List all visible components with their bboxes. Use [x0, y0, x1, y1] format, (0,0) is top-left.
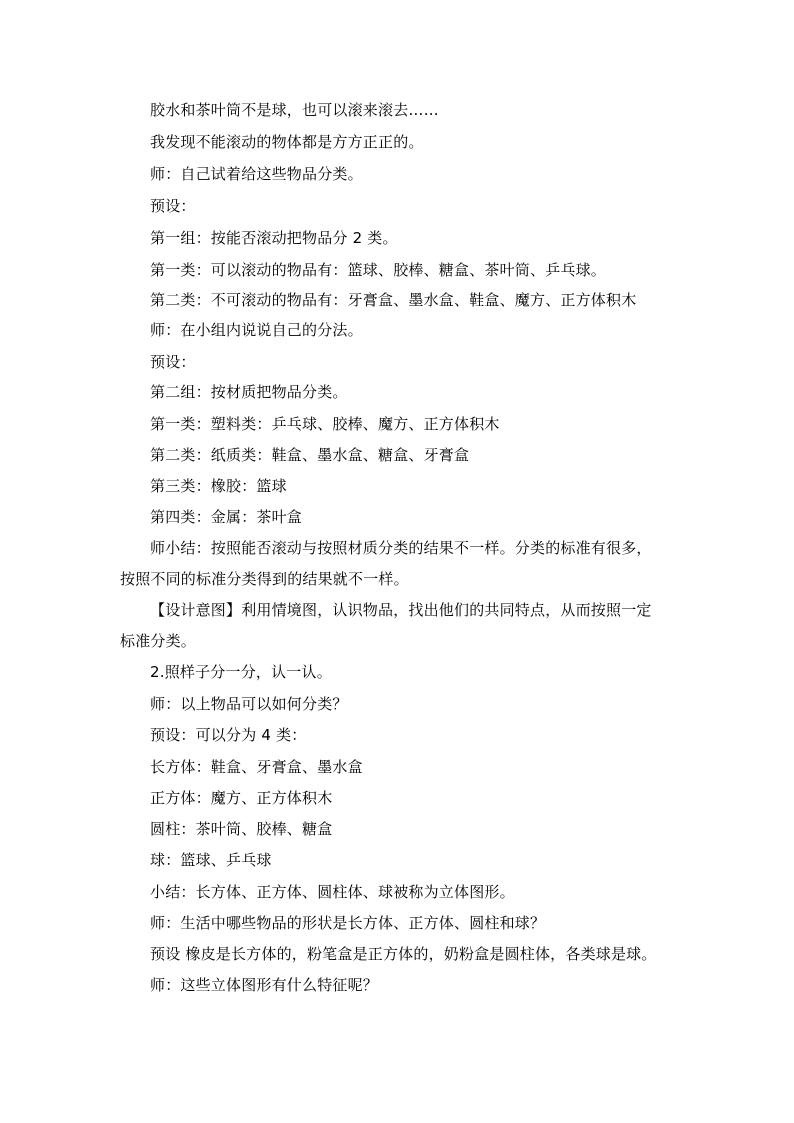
text-line: 师：生活中哪些物品的形状是长方体、正方体、圆柱和球？ — [150, 914, 546, 932]
text-line: 球：篮球、乒乓球 — [150, 851, 272, 869]
text-line: 师：这些立体图形有什么特征呢？ — [150, 976, 379, 994]
text-line: 第二类：不可滚动的物品有：牙膏盒、墨水盒、鞋盒、魔方、正方体积木 — [150, 291, 637, 309]
text-line: 小结：长方体、正方体、圆柱体、球被称为立体图形。 — [150, 883, 515, 901]
text-line: 第一组：按能否滚动把物品分 2 类。 — [150, 229, 398, 247]
text-line: 师：以上物品可以如何分类？ — [150, 695, 348, 713]
design-intent-line: 【设计意图】利用情境图，认识物品，找出他们的共同特点，从而按照一定 — [150, 601, 652, 619]
text-line: 标准分类。 — [120, 632, 197, 650]
text-line: 胶水和茶叶筒不是球，也可以滚来滚去…… — [150, 101, 439, 119]
text-line: 预设 橡皮是长方体的，粉笔盒是正方体的，奶粉盒是圆柱体，各类球是球。 — [150, 945, 657, 963]
text-line: 预设： — [150, 197, 196, 215]
text-line: 第二类：纸质类：鞋盒、墨水盒、糖盒、牙膏盒 — [150, 446, 470, 464]
text-line: 师：在小组内说说自己的分法。 — [150, 321, 363, 339]
text-line: 第一类：可以滚动的物品有：篮球、胶棒、糖盒、茶叶筒、乒乓球。 — [150, 261, 607, 279]
text-line: 预设： — [150, 353, 196, 371]
section-heading: 2.照样子分一分，认一认。 — [150, 663, 332, 681]
text-line: 长方体：鞋盒、牙膏盒、墨水盒 — [150, 758, 363, 776]
text-line: 第四类：金属：茶叶盒 — [150, 508, 303, 526]
text-line: 正方体：魔方、正方体积木 — [150, 789, 333, 807]
text-line: 我发现不能滚动的物体都是方方正正的。 — [150, 133, 424, 151]
text-line: 圆柱：茶叶筒、胶棒、糖盒 — [150, 820, 333, 838]
text-line: 师：自己试着给这些物品分类。 — [150, 165, 363, 183]
text-line: 第二组：按材质把物品分类。 — [150, 383, 348, 401]
text-line: 第一类：塑料类：乒乓球、胶棒、魔方、正方体积木 — [150, 415, 500, 433]
text-line: 第三类：橡胶：篮球 — [150, 477, 287, 495]
text-line: 师小结：按照能否滚动与按照材质分类的结果不一样。分类的标准有很多， — [150, 539, 652, 557]
text-line: 预设：可以分为 4 类： — [150, 726, 307, 744]
text-line: 按照不同的标准分类得到的结果就不一样。 — [120, 570, 409, 588]
